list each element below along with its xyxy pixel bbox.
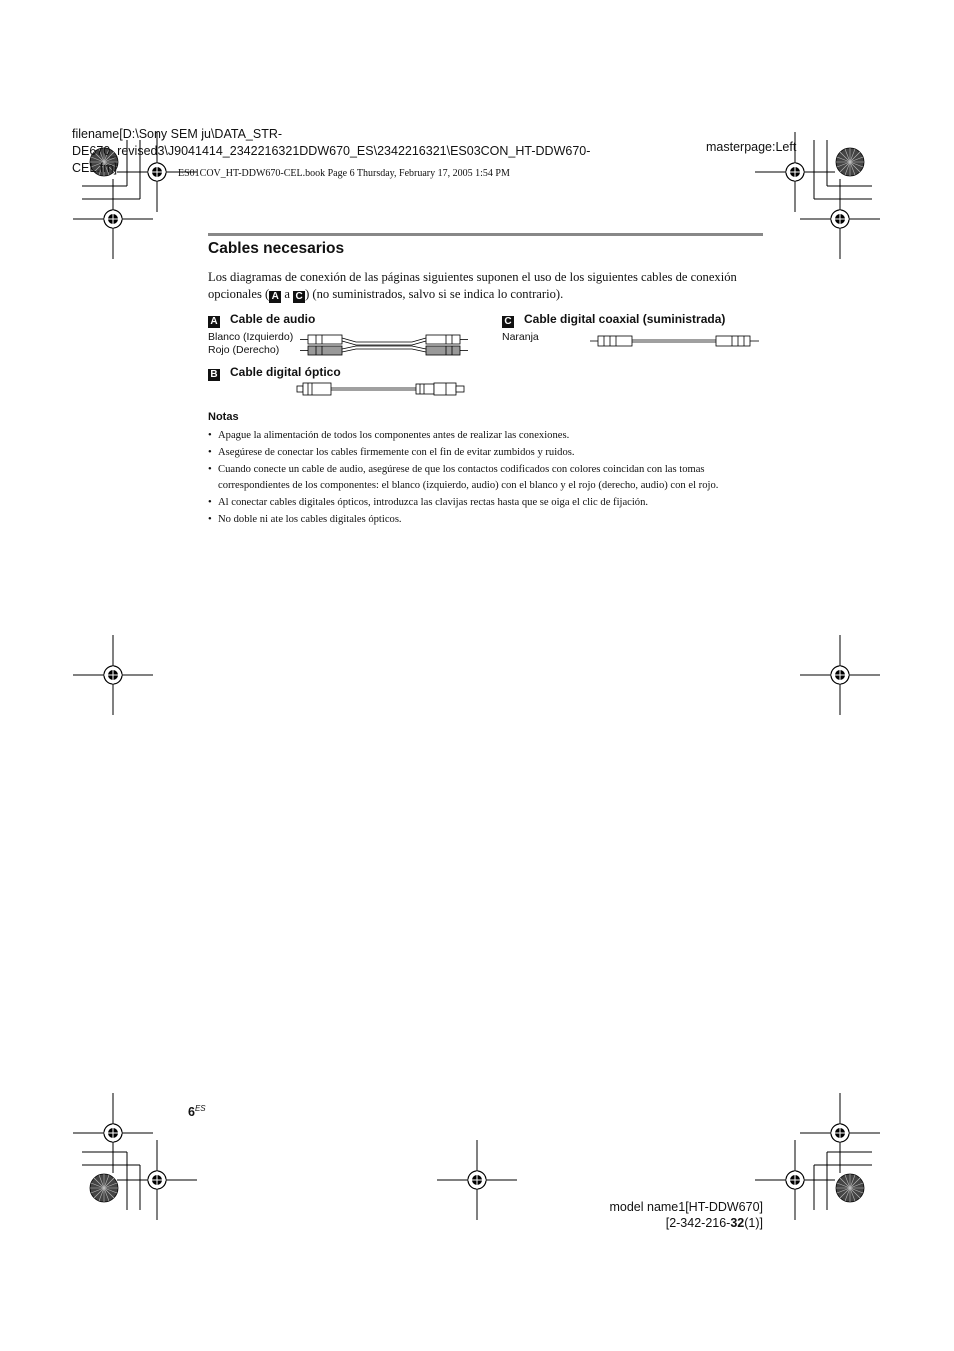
model-code-suffix: (1)] xyxy=(744,1216,763,1230)
color-wheel-mark xyxy=(90,1174,118,1202)
badge-a: A xyxy=(269,291,281,303)
registration-mark xyxy=(73,1093,153,1173)
badge-c: C xyxy=(293,291,305,303)
registration-mark xyxy=(73,179,153,259)
cable-a-title-text: Cable de audio xyxy=(230,312,316,326)
cable-b-title xyxy=(208,365,341,381)
cable-a-badge: A xyxy=(208,316,220,328)
registration-mark xyxy=(73,635,153,715)
cable-c-title xyxy=(502,312,725,328)
color-wheel-mark xyxy=(836,1174,864,1202)
print-masterpage: masterpage:Left xyxy=(706,140,797,154)
cable-c-badge: C xyxy=(502,316,514,328)
print-filename: filename[D:\Sony SEM ju\DATA_STR- DE670_revised3\J9041414_2342216321DDW670_ES\2342216321\ES03CON_HT-DDW670- CEL.fm] xyxy=(72,127,591,175)
model-name: model name1[HT-DDW670] xyxy=(609,1200,763,1214)
registration-mark xyxy=(117,1140,197,1220)
page-number-suffix: ES xyxy=(194,1104,206,1113)
registration-mark xyxy=(437,1140,517,1220)
cable-b-title-text: Cable digital óptico xyxy=(230,365,341,379)
note-item: • Apague la alimentación de todos los componentes antes de realizar las conexiones. xyxy=(208,428,764,444)
print-book-info: ES01COV_HT-DDW670-CEL.book Page 6 Thursday, February 17, 2005 1:54 PM xyxy=(178,168,510,179)
cable-a-title xyxy=(208,312,315,328)
cable-c-title-text: Cable digital coaxial (suministrada) xyxy=(524,312,726,326)
notes-title: Notas xyxy=(208,411,239,423)
note-item: • No doble ni ate los cables digitales ópticos. xyxy=(208,512,764,528)
coaxial-cable-illustration xyxy=(588,333,762,349)
section-rule xyxy=(208,233,763,236)
color-wheel-mark xyxy=(836,148,864,176)
optical-cable-illustration xyxy=(296,381,468,397)
intro-text-1: Los diagramas de conexión de las páginas siguientes suponen el uso de los siguientes cables de conexión opcionales ( xyxy=(208,270,737,301)
registration-mark xyxy=(755,1140,835,1220)
note-item: • Al conectar cables digitales ópticos, introduzca las clavijas rectas hasta que se oiga el clic de fijación. xyxy=(208,495,764,511)
cable-c-label: Naranja xyxy=(502,331,539,343)
page-number-value: 6 xyxy=(188,1105,195,1120)
model-code xyxy=(666,1216,763,1230)
notes-list xyxy=(208,428,764,529)
note-item: • Cuando conecte un cable de audio, asegúrese de que los contactos codificados con colores coincidan con las tomas correspondientes de los componentes: el blanco (izquierdo, audio) con el blanco y el rojo (derecho, audio) con el rojo. xyxy=(208,462,764,493)
page-number xyxy=(188,1104,206,1119)
model-code-prefix: [2-342-216- xyxy=(665,1216,731,1230)
registration-mark xyxy=(800,1093,880,1173)
note-item: • Asegúrese de conectar los cables firmemente con el fin de evitar zumbidos y ruidos. xyxy=(208,445,764,461)
registration-mark xyxy=(800,635,880,715)
cable-b-badge: B xyxy=(208,369,220,381)
intro-paragraph xyxy=(208,269,763,303)
cable-a-label-red: Rojo (Derecho) xyxy=(208,344,280,356)
registration-mark xyxy=(800,179,880,259)
intro-connector: a xyxy=(281,287,294,301)
cable-a-label-white: Blanco (Izquierdo) xyxy=(208,331,294,343)
section-heading: Cables necesarios xyxy=(208,240,345,257)
model-code-bold: 32 xyxy=(730,1216,745,1230)
audio-cable-illustration xyxy=(298,330,472,360)
intro-text-2: ) (no suministrados, salvo si se indica lo contrario). xyxy=(305,287,564,301)
